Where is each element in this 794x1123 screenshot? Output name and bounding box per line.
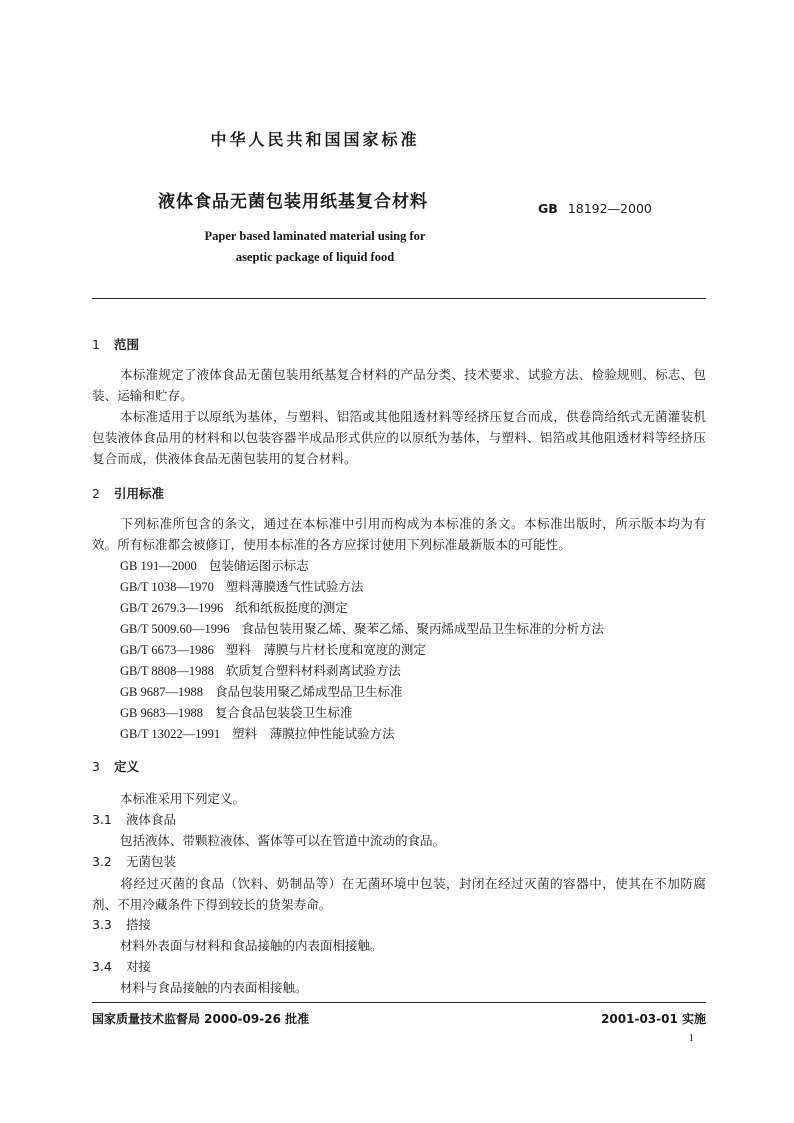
- definition-3-4-text: 材料与食品接触的内表面相接触。: [120, 980, 308, 995]
- section-title: 引用标准: [114, 486, 165, 501]
- reference-item: [120, 598, 348, 616]
- reference-item: [120, 724, 395, 742]
- reference-name: 纸和纸板挺度的测定: [235, 600, 348, 615]
- reference-item: [120, 556, 309, 574]
- standard-prefix: GB: [538, 201, 558, 216]
- definition-3-3-text: 材料外表面与材料和食品接触的内表面相接触。: [120, 938, 383, 953]
- standard-code: [538, 201, 652, 216]
- reference-code: GB/T 8808—1988: [120, 664, 214, 678]
- definition-3-2-text: [92, 873, 706, 915]
- paragraph-text: 下列标准所包含的条文，通过在本标准中引用而构成为本标准的条文。本标准出版时，所示版本均为有效。所有标准都会被修订，使用本标准的各方应探讨使用下列标准最新版本的可能性。: [92, 516, 706, 552]
- definition-3-1-text: 包括液体、带颗粒液体、酱体等可以在管道中流动的食品。: [120, 833, 446, 848]
- reference-name: 塑料 薄膜拉伸性能试验方法: [232, 726, 395, 741]
- document-title-en-line2: aseptic package of liquid food: [235, 250, 395, 264]
- reference-code: GB/T 6673—1986: [120, 643, 214, 657]
- section-3-intro: 本标准采用下列定义。: [120, 791, 246, 806]
- section-number: 3: [92, 759, 100, 774]
- section-3-heading: [92, 757, 139, 775]
- definition-term: 搭接: [126, 917, 152, 932]
- definition-number: 3.1: [92, 812, 112, 827]
- paragraph-text: 本标准规定了液体食品无菌包装用纸基复合材料的产品分类、技术要求、试验方法、检验规则、标志、包装、运输和贮存。: [92, 367, 706, 403]
- reference-item: [120, 619, 604, 637]
- section-number: 1: [92, 337, 100, 352]
- paragraph-text: 将经过灭菌的食品（饮料、奶制品等）在无菌环境中包装，封闭在经过灭菌的容器中，使其在不加防腐剂、不用冷藏条件下得到较长的货架寿命。: [92, 876, 706, 912]
- definition-term: 对接: [126, 959, 152, 974]
- section-1-paragraph-1: [92, 364, 706, 406]
- section-number: 2: [92, 486, 100, 501]
- document-title-cn: 液体食品无菌包装用纸基复合材料: [158, 192, 428, 212]
- reference-code: GB 9683—1988: [120, 706, 203, 720]
- reference-item: [120, 703, 353, 721]
- reference-name: 食品包装用聚乙烯、聚苯乙烯、聚丙烯成型品卫生标准的分析方法: [241, 621, 605, 636]
- header-divider: [92, 298, 706, 299]
- paragraph-text: 本标准适用于以原纸为基体，与塑料、铝箔或其他阻透材料等经挤压复合而成，供卷筒给纸式无菌灌装机包装液体食品用的材料和以包装容器半成品形式供应的以原纸为基体，与塑料、铝箔或其他阻透材料等经挤压复合而成，供液体食品无菌包装用的复合材料。: [92, 409, 706, 466]
- reference-code: GB/T 2679.3—1996: [120, 601, 224, 615]
- document-title-en-line1: Paper based laminated material using for: [204, 229, 426, 243]
- reference-code: GB/T 1038—1970: [120, 580, 214, 594]
- definition-3-4-heading: [92, 957, 151, 975]
- page-number: 1: [688, 1032, 694, 1044]
- footer-divider: [92, 1002, 706, 1003]
- reference-item: [120, 682, 403, 700]
- standard-number: 18192—2000: [567, 201, 652, 216]
- definition-term: 无菌包装: [126, 854, 177, 869]
- reference-code: GB 191—2000: [120, 559, 197, 573]
- section-1-paragraph-2: [92, 406, 706, 469]
- reference-name: 复合食品包装袋卫生标准: [215, 705, 353, 720]
- section-2-paragraph-1: [92, 513, 706, 555]
- definition-number: 3.3: [92, 917, 112, 932]
- reference-name: 塑料薄膜透气性试验方法: [225, 579, 364, 594]
- definition-3-3-heading: [92, 915, 151, 933]
- section-title: 范围: [114, 337, 140, 352]
- section-1-heading: [92, 335, 139, 353]
- definition-term: 液体食品: [126, 812, 177, 827]
- reference-name: 包装储运图示标志: [208, 558, 309, 573]
- definition-3-1-heading: [92, 810, 176, 828]
- reference-item: [120, 661, 401, 679]
- standard-organization: 中华人民共和国国家标准: [210, 130, 420, 149]
- reference-item: [120, 577, 363, 595]
- definition-number: 3.4: [92, 959, 112, 974]
- reference-code: GB 9687—1988: [120, 685, 203, 699]
- reference-code: GB/T 5009.60—1996: [120, 622, 230, 636]
- definition-number: 3.2: [92, 854, 112, 869]
- reference-item: [120, 640, 426, 658]
- definition-3-2-heading: [92, 852, 176, 870]
- reference-name: 食品包装用聚乙烯成型品卫生标准: [215, 684, 403, 699]
- approval-date: 国家质量技术监督局 2000-09-26 批准: [92, 1012, 310, 1026]
- section-2-heading: [92, 484, 164, 502]
- reference-name: 塑料 薄膜与片材长度和宽度的测定: [225, 642, 426, 657]
- section-title: 定义: [114, 759, 140, 774]
- reference-code: GB/T 13022—1991: [120, 727, 221, 741]
- effective-date: 2001-03-01 实施: [601, 1012, 706, 1026]
- reference-name: 软质复合塑料材料剥离试验方法: [225, 663, 401, 678]
